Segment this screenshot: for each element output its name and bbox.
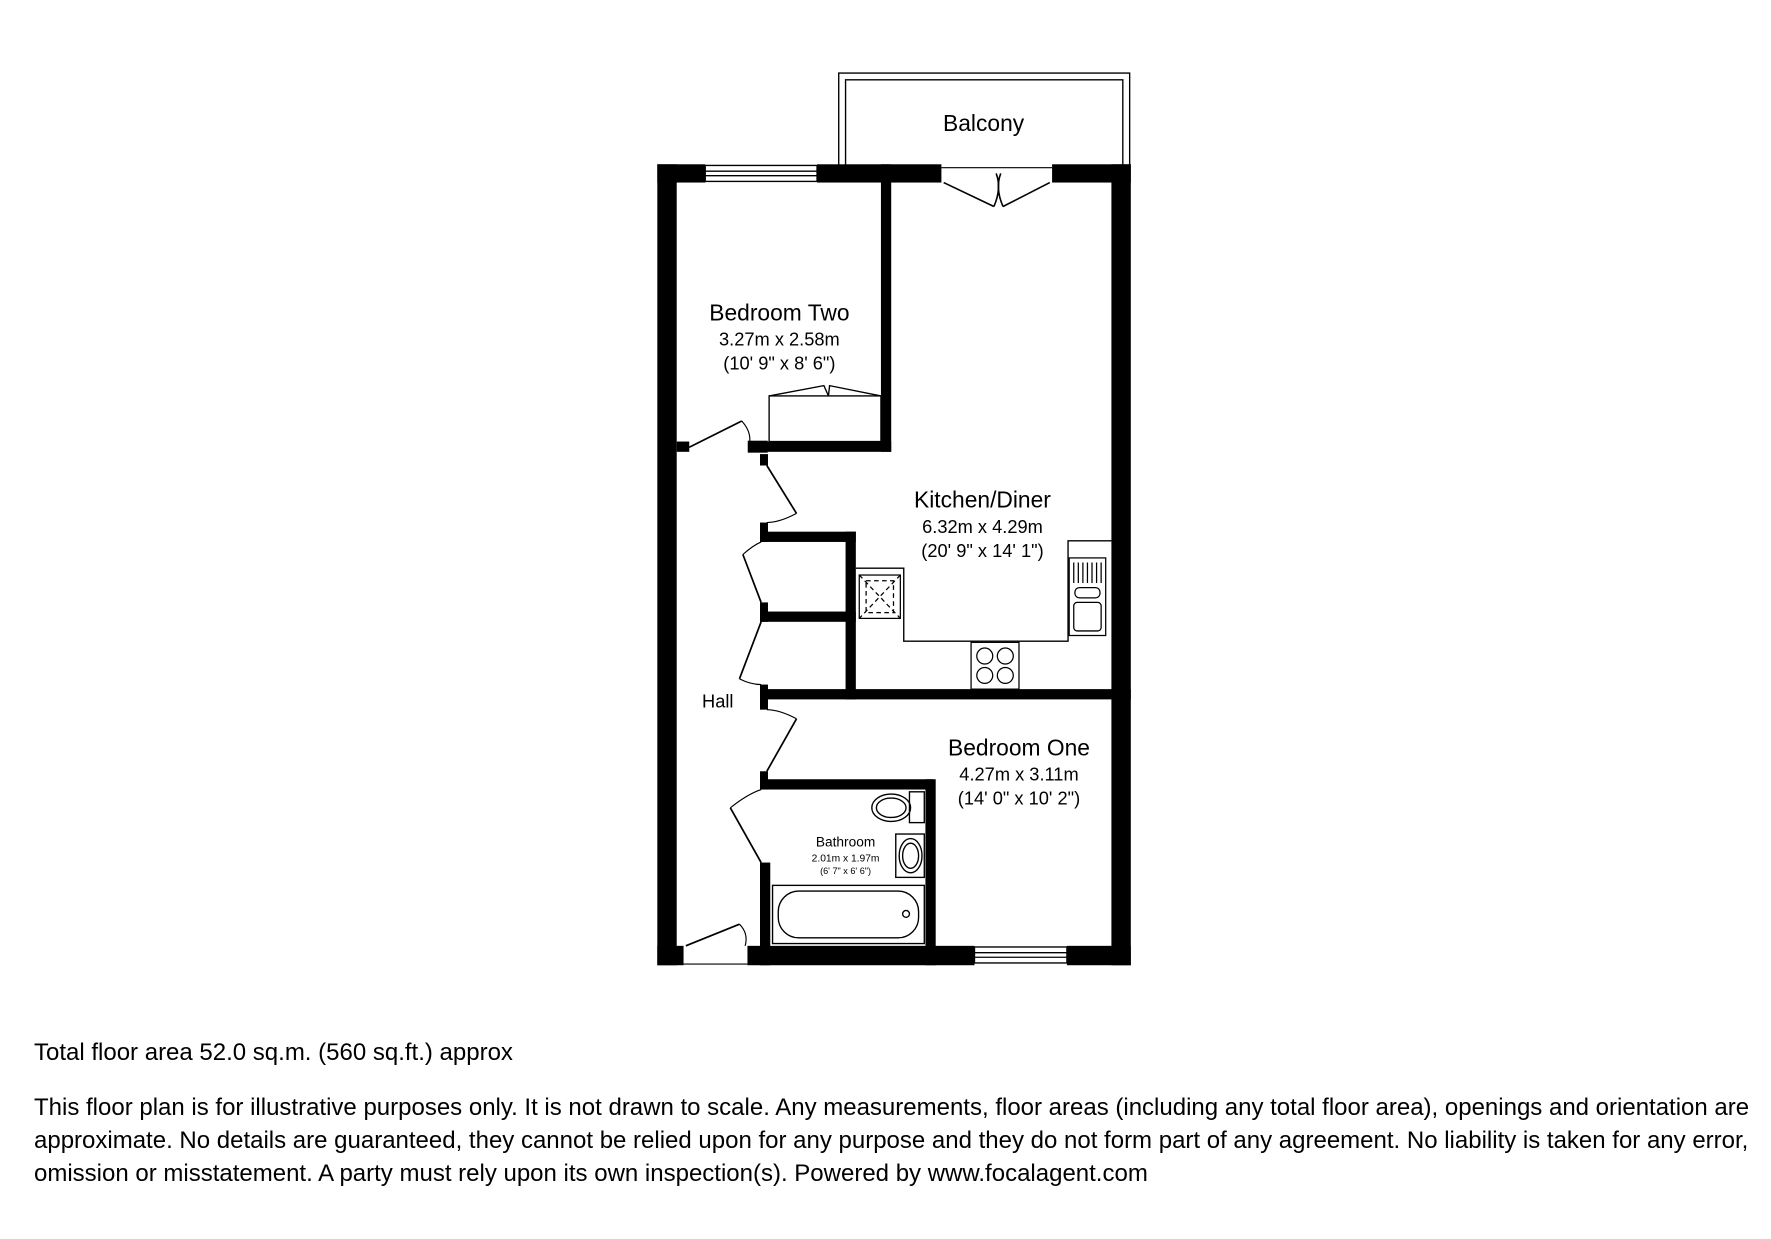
wall-store-mid	[760, 612, 856, 622]
kitchen-diner-label: Kitchen/Diner	[914, 486, 1051, 513]
basin	[896, 834, 925, 877]
entrance-door	[684, 924, 748, 964]
wall-bottom-middle	[747, 946, 974, 965]
wall-bathroom-top	[760, 779, 933, 789]
bedroom-one-imperial: (14' 0" x 10' 2")	[957, 787, 1081, 809]
wall-bottom-left	[657, 946, 683, 965]
bedroom-two-door	[689, 421, 767, 452]
window-bedroom-one	[974, 947, 1066, 963]
total-floor-area: Total floor area 52.0 sq.m. (560 sq.ft.) approx	[34, 1039, 513, 1066]
balcony-double-door	[941, 168, 1052, 207]
wall-top-right	[1052, 164, 1131, 182]
disclaimer-text: This floor plan is for illustrative purposes only. It is not drawn to scale. Any measurements, floor areas (including any total floor area), openings and orientation are approximate. No details are guaranteed, they cannot be relied upon for any purpose and they do not form part of any agreement. No liability is taken for any error, omission or misstatement. A party must rely upon its own inspection(s). Powered by www.focalagent.com	[34, 1094, 1750, 1187]
bedroom-one-metric: 4.27m x 3.11m	[959, 763, 1079, 785]
wall-kitchen-hall-upper	[760, 454, 768, 465]
wardrobe	[769, 386, 881, 442]
wall-right	[1111, 164, 1130, 965]
bedroom-two-metric: 3.27m x 2.58m	[719, 328, 840, 350]
hall-label: Hall	[702, 690, 734, 712]
wall-top-middle	[817, 164, 941, 182]
wall-hall-bedroom-one-post	[760, 685, 768, 710]
store-door-upper	[743, 542, 761, 602]
store-door-lower	[739, 622, 761, 685]
kitchen-diner-imperial: (20' 9" x 14' 1")	[921, 539, 1044, 561]
wall-top-left	[657, 164, 705, 182]
bedroom-one-door	[767, 710, 797, 772]
wall-bedroom-two-right	[881, 164, 891, 452]
bathroom-metric: 2.01m x 1.97m	[811, 853, 880, 865]
bathroom-label: Bathroom	[815, 834, 876, 850]
washing-machine	[859, 575, 900, 618]
bathroom-door	[730, 790, 761, 863]
wall-bathroom-right	[925, 779, 935, 965]
outer-walls	[657, 164, 1130, 965]
bathtub	[773, 885, 925, 943]
wall-kitchen-bedroom-one	[760, 689, 1131, 699]
wall-store-top	[760, 532, 856, 542]
bedroom-two-imperial: (10' 9" x 8' 6")	[723, 352, 836, 374]
wall-bedroom-two-stub	[677, 442, 690, 452]
window-bedroom-two	[705, 165, 817, 181]
kitchen-door	[767, 466, 797, 523]
bedroom-one-label: Bedroom One	[948, 734, 1090, 761]
wall-bedroom-two-bottom	[767, 442, 891, 452]
wall-bottom-right	[1067, 946, 1131, 965]
hob	[971, 642, 1019, 689]
balcony-label: Balcony	[943, 110, 1025, 137]
bathroom-imperial: (6' 7" x 6' 6")	[820, 865, 872, 876]
wall-store-mid-post	[760, 602, 768, 621]
toilet	[872, 792, 924, 823]
wall-left	[657, 164, 676, 965]
kitchen-diner-metric: 6.32m x 4.29m	[922, 515, 1043, 537]
wall-bathroom-left	[760, 863, 770, 966]
bedroom-two-label: Bedroom Two	[709, 299, 850, 326]
kitchen-sink	[1069, 558, 1106, 636]
